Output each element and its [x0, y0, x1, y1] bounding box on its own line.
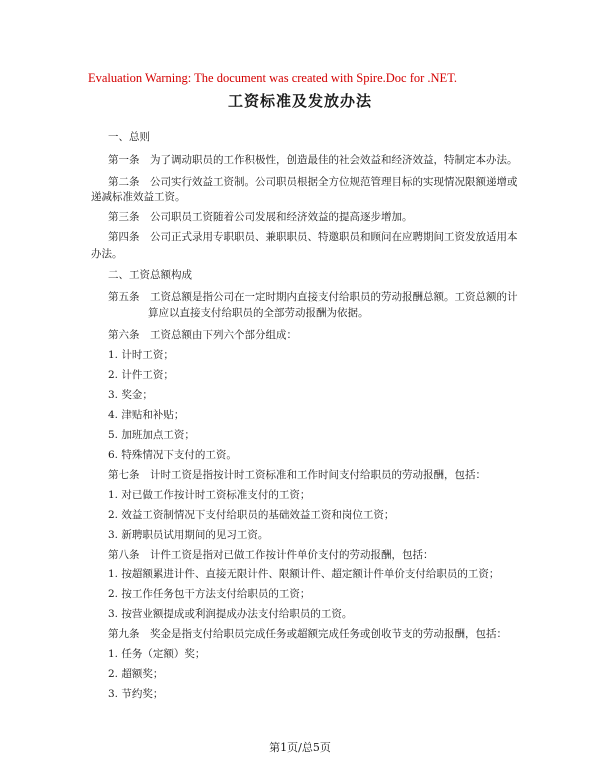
list-item: 1. 对已做工作按计时工资标准支付的工资； [108, 489, 311, 501]
list-item: 6. 特殊情况下支付的工资。 [108, 449, 237, 461]
article-5-line-1: 第五条 工资总额是指公司在一定时期内直接支付给职员的劳动报酬总额。工资总额的计 [108, 291, 518, 303]
article-6: 第六条 工资总额由下列六个部分组成： [108, 329, 297, 341]
article-9: 第九条 奖金是指支付给职员完成任务或超额完成任务或创收节支的劳动报酬，包括： [108, 628, 507, 640]
list-item: 3. 按营业额提成或利润提成办法支付给职员的工资。 [108, 608, 353, 620]
list-item: 5. 加班加点工资； [108, 429, 195, 441]
evaluation-warning: Evaluation Warning: The document was created with Spire.Doc for .NET. [88, 71, 458, 85]
article-8: 第八条 计件工资是指对已做工作按计件单价支付的劳动报酬，包括： [108, 549, 434, 561]
list-item: 1. 任务（定额）奖； [108, 648, 206, 660]
page-footer: 第1页/总5页 [269, 741, 331, 754]
list-item: 2. 效益工资制情况下支付给职员的基础效益工资和岗位工资； [108, 509, 395, 521]
list-item: 2. 计件工资； [108, 369, 174, 381]
article-3: 第三条 公司职员工资随着公司发展和经济效益的提高逐步增加。 [108, 211, 413, 223]
list-item: 3. 奖金； [108, 389, 153, 401]
article-7: 第七条 计时工资是指按计时工资标准和工作时间支付给职员的劳动报酬，包括： [108, 469, 486, 481]
document-title: 工资标准及发放办法 [227, 92, 372, 110]
list-item: 1. 计时工资； [108, 349, 174, 361]
section-heading-general: 一、总则 [108, 131, 150, 143]
list-item: 2. 按工作任务包干方法支付给职员的工资； [108, 588, 311, 600]
section-heading-wage-composition: 二、工资总额构成 [108, 269, 192, 281]
article-4-line-1: 第四条 公司正式录用专职职员、兼职职员、特邀职员和顾问在应聘期间工资发放适用本 [108, 231, 518, 243]
article-5-line-2: 算应以直接支付给职员的全部劳动报酬为依据。 [148, 307, 369, 319]
article-2-line-1: 第二条 公司实行效益工资制。公司职员根据全方位规范管理目标的实现情况限额递增或 [108, 176, 518, 188]
list-item: 2. 超额奖； [108, 668, 164, 680]
list-item: 1. 按超额累进计件、直接无限计件、限额计件、超定额计件单价支付给职员的工资； [108, 568, 500, 580]
list-item: 3. 节约奖； [108, 688, 164, 700]
article-1: 第一条 为了调动职员的工作积极性，创造最佳的社会效益和经济效益，特制定本办法。 [108, 154, 518, 166]
article-4-line-2: 办法。 [91, 248, 123, 260]
article-2-line-2: 递减标准效益工资。 [91, 191, 186, 203]
list-item: 3. 新聘职员试用期间的见习工资。 [108, 529, 269, 541]
list-item: 4. 津贴和补贴； [108, 409, 185, 421]
